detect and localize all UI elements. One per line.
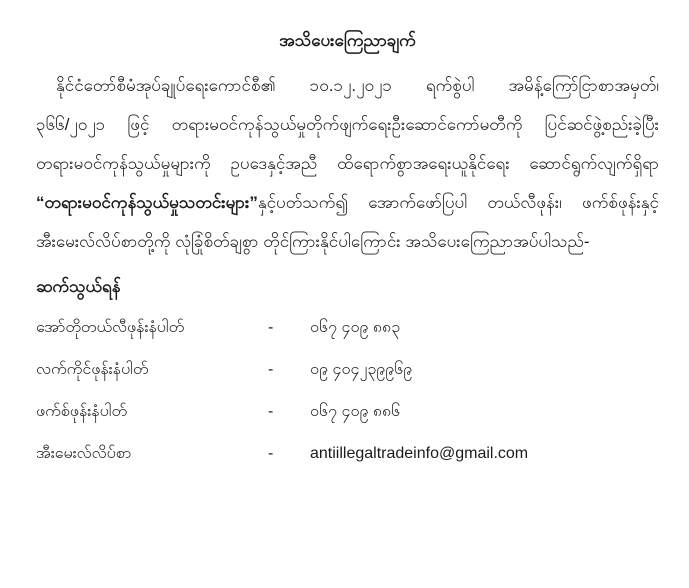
page-title: အသိပေးကြေညာချက် <box>279 31 416 50</box>
contact-row-mobile-phone <box>36 349 659 391</box>
paragraph-line-2: ၃၆၆/၂၀၂၁ ဖြင့် တရားမဝင်ကုန်သွယ်မှုတိုက်ဖျက်ရေးဦးဆောင်ကော်မတီကို ပြင်ဆင်ဖွဲ့စည်းခဲ့ပြီး <box>36 115 659 134</box>
contact-label: လက်ကိုင်ဖုန်းနံပါတ် <box>36 361 149 378</box>
paragraph-line-5: အီးမေးလ်လိပ်စာတို့ကို လုံခြုံစိတ်ချစွာ တိုင်ကြားနိုင်ပါကြောင်း အသိပေးကြေညာအပ်ပါသည်- <box>36 232 590 251</box>
contact-label: အော်တိုတယ်လီဖုန်းနံပါတ် <box>36 319 185 336</box>
paragraph-line-4-rest: နှင့်ပတ်သက်၍ အောက်ဖော်ပြပါ တယ်လီဖုန်း၊ ဖက်စ်ဖုန်းနှင့် <box>257 193 659 212</box>
contact-separator: - <box>268 445 274 462</box>
contact-separator: - <box>268 361 274 378</box>
contact-value-mobile-phone: ၀၉ ၄၀၄၂၃၉၉၆၉ <box>310 361 413 378</box>
contact-value-fax: ၀၆၇ ၄၀၉ ၈၈၆ <box>310 403 401 420</box>
contact-separator: - <box>268 403 274 420</box>
contact-list <box>36 307 659 475</box>
contact-label: ဖက်စ်ဖုန်းနံပါတ် <box>36 403 128 420</box>
contact-row-fax <box>36 391 659 433</box>
contact-value-email: antiillegaltradeinfo@gmail.com <box>310 445 529 462</box>
contact-heading: ဆက်သွယ်ရန် <box>36 277 121 296</box>
paragraph-line-4 <box>36 183 659 222</box>
paragraph-line-1: နိုင်ငံတော်စီမံအုပ်ချုပ်ရေးကောင်စီ၏ ၁၀.၁၂.၂၀၂၁ ရက်စွဲပါ အမိန့်ကြော်ငြာစာအမှတ်၊ <box>56 76 659 95</box>
highlighted-phrase: “တရားမဝင်ကုန်သွယ်မှုသတင်းများ” <box>36 193 258 212</box>
contact-separator: - <box>268 319 274 336</box>
contact-value-auto-telephone: ၀၆၇ ၄၀၉ ၈၈၃ <box>310 319 401 336</box>
body-paragraph <box>36 66 659 261</box>
contact-row-auto-telephone <box>36 307 659 349</box>
contact-row-email <box>36 433 659 475</box>
paragraph-line-3: တရားမဝင်ကုန်သွယ်မှုများကို ဥပဒေနှင့်အညီ ထိရောက်စွာအရေးယူနိုင်ရေး ဆောင်ရွက်လျက်ရှိရာ <box>36 154 659 173</box>
contact-label: အီးမေးလ်လိပ်စာ <box>36 445 132 462</box>
